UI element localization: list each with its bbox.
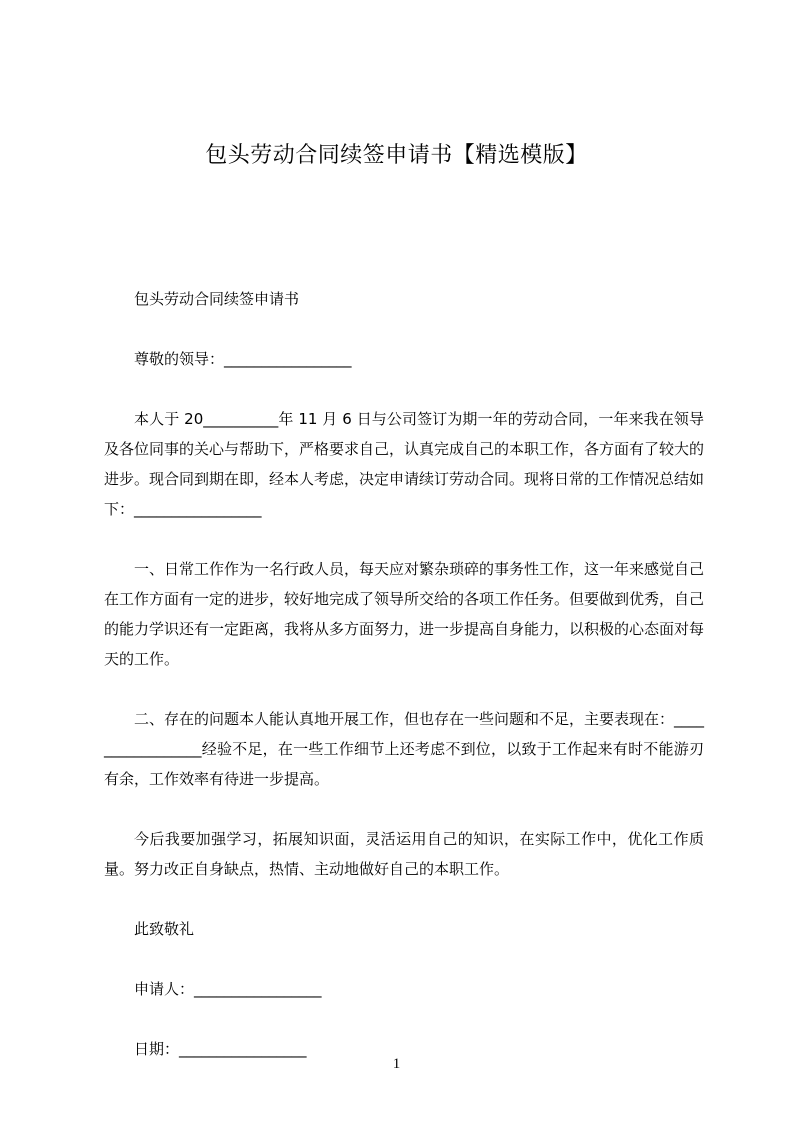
- body-paragraph-problems: 二、存在的问题本人能认真地开展工作，但也存在一些问题和不足，主要表现在：_________________经验不足，在一些工作细节上还考虑不到位，以致于工作起来有时不能游刃有余，工作效率有待进一步提高。: [104, 710, 705, 788]
- body-paragraph-intro: 本人于 20__________年 11 月 6 日与公司签订为期一年的劳动合同，一年来我在领导及各位同事的关心与帮助下，严格要求自己，认真完成自己的本职工作，各方面有了较大的进步。现合同到期在即，经本人考虑，决定申请续订劳动合同。现将日常的工作情况总结如下：_________________: [104, 410, 705, 518]
- page-number: 1: [392, 1056, 401, 1072]
- document-body: [104, 284, 704, 1094]
- body-paragraph-daily-work: 一、日常工作作为一名行政人员，每天应对繁杂琐碎的事务性工作，这一年来感觉自己在工作方面有一定的进步，较好地完成了领导所交给的各项工作任务。但要做到优秀，自己的能力学识还有一定距离，我将从多方面努力，进一步提高自身能力，以积极的心态面对每天的工作。: [104, 560, 705, 668]
- salutation: 尊敬的领导：_________________: [134, 350, 352, 368]
- document-heading: 包头劳动合同续签申请书: [134, 290, 300, 308]
- body-paragraph-future: 今后我要加强学习，拓展知识面，灵活运用自己的知识，在实际工作中，优化工作质量。努力改正自身缺点，热情、主动地做好自己的本职工作。: [104, 830, 704, 878]
- document-title: 包头劳动合同续签申请书【精选模版】: [205, 143, 588, 168]
- closing-line: 此致敬礼: [134, 920, 195, 938]
- applicant-line: 申请人：_________________: [134, 980, 322, 998]
- date-line: 日期：_________________: [134, 1040, 307, 1058]
